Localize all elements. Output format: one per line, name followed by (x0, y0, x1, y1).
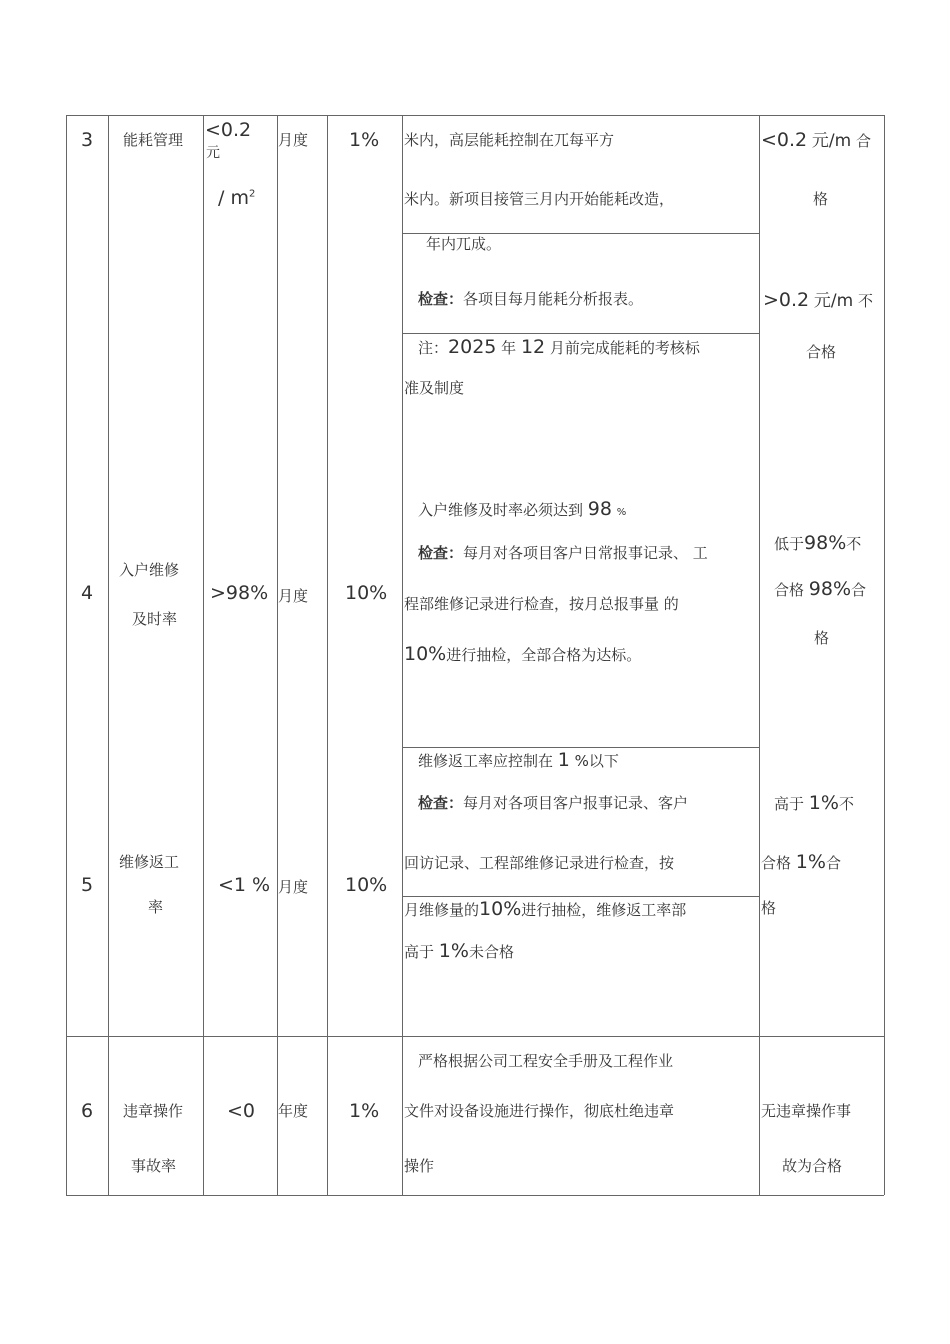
detail-line: 维修返工率应控制在 1 %以下 (418, 749, 619, 771)
weight: 10% (345, 582, 388, 604)
table-col-divider (759, 115, 760, 1195)
detail-line: 严格根据公司工程安全手册及工程作业 (418, 1052, 674, 1070)
cell-divider (402, 747, 759, 748)
detail-line: 准及制度 (404, 379, 465, 397)
table-right-border (884, 115, 885, 1195)
result-line: 低于98%不 (774, 532, 862, 554)
result-line: 故为合格 (782, 1157, 843, 1175)
result-line: 合格 (806, 343, 837, 361)
weight: 10% (345, 874, 388, 896)
cell-divider (402, 333, 759, 334)
item-name: 入户维修 (119, 561, 180, 579)
result-line: 格 (814, 629, 830, 647)
detail-line: 10%进行抽检，全部合格为达标。 (404, 643, 642, 665)
detail-line: 注：2025 年 12 月前完成能耗的考核标 (418, 336, 700, 358)
detail-line: 入户维修及时率必须达到 98 % (418, 498, 627, 520)
table-bottom-border (66, 1195, 884, 1196)
row-number: 6 (81, 1100, 94, 1122)
row-number: 3 (81, 129, 94, 151)
detail-line: 操作 (404, 1157, 435, 1175)
detail-line: 检查：每月对各项目客户报事记录、客户 (418, 794, 689, 812)
weight: 1% (349, 129, 380, 151)
result-line: >0.2 元/m 不 (763, 289, 874, 311)
table-col-divider (66, 115, 67, 1195)
table-col-divider (108, 115, 109, 1195)
table-row-divider (66, 1036, 884, 1037)
item-name: 违章操作 (123, 1102, 184, 1120)
result-line: 无违章操作事 (761, 1102, 852, 1120)
detail-line: 回访记录、工程部维修记录进行检查，按 (404, 854, 675, 872)
detail-line: 程部维修记录进行检查，按月总报事量 的 (404, 595, 679, 613)
detail-line: 检查：各项目每月能耗分析报表。 (418, 290, 644, 308)
detail-line: 文件对设备设施进行操作，彻底杜绝违章 (404, 1102, 675, 1120)
target-value: <1 % (218, 874, 271, 896)
item-name: 能耗管理 (123, 131, 184, 149)
detail-line: 米内。新项目接管三月内开始能耗改造， (404, 190, 675, 208)
result-line: 格 (813, 190, 829, 208)
target-value: <0 (227, 1100, 256, 1122)
detail-line: 高于 1%未合格 (404, 940, 514, 962)
detail-line: 检查：每月对各项目客户日常报事记录、 工 (418, 544, 708, 562)
target-unit: 元 (206, 145, 220, 161)
detail-line: 米内，高层能耗控制在兀每平方 (404, 131, 615, 149)
table-col-divider (327, 115, 328, 1195)
cell-divider (402, 896, 759, 897)
target-unit-area: / $m^2$ (218, 187, 256, 209)
result-line: 格 (761, 899, 777, 917)
period: 年度 (278, 1102, 309, 1120)
table-col-divider (277, 115, 278, 1195)
table-top-border (66, 115, 884, 116)
period: 月度 (278, 878, 309, 896)
item-name: 及时率 (132, 610, 178, 628)
table-col-divider (402, 115, 403, 1195)
item-name: 维修返工 (119, 853, 180, 871)
detail-line: 月维修量的10%进行抽检，维修返工率部 (404, 898, 687, 920)
target-value: >98% (210, 582, 269, 604)
result-line: <0.2 元/m 合 (761, 129, 872, 151)
period: 月度 (278, 131, 309, 149)
target-value: <0.2 (205, 119, 252, 141)
item-name: 率 (148, 898, 164, 916)
table-col-divider (203, 115, 204, 1195)
result-line: 合格 98%合 (774, 578, 867, 600)
weight: 1% (349, 1100, 380, 1122)
period: 月度 (278, 587, 309, 605)
result-line: 高于 1%不 (774, 792, 854, 814)
item-name: 事故率 (131, 1157, 177, 1175)
result-line: 合格 1%合 (761, 851, 841, 873)
row-number: 5 (81, 874, 94, 896)
row-number: 4 (81, 582, 94, 604)
cell-divider (402, 233, 759, 234)
detail-line: 年内兀成。 (426, 235, 502, 253)
